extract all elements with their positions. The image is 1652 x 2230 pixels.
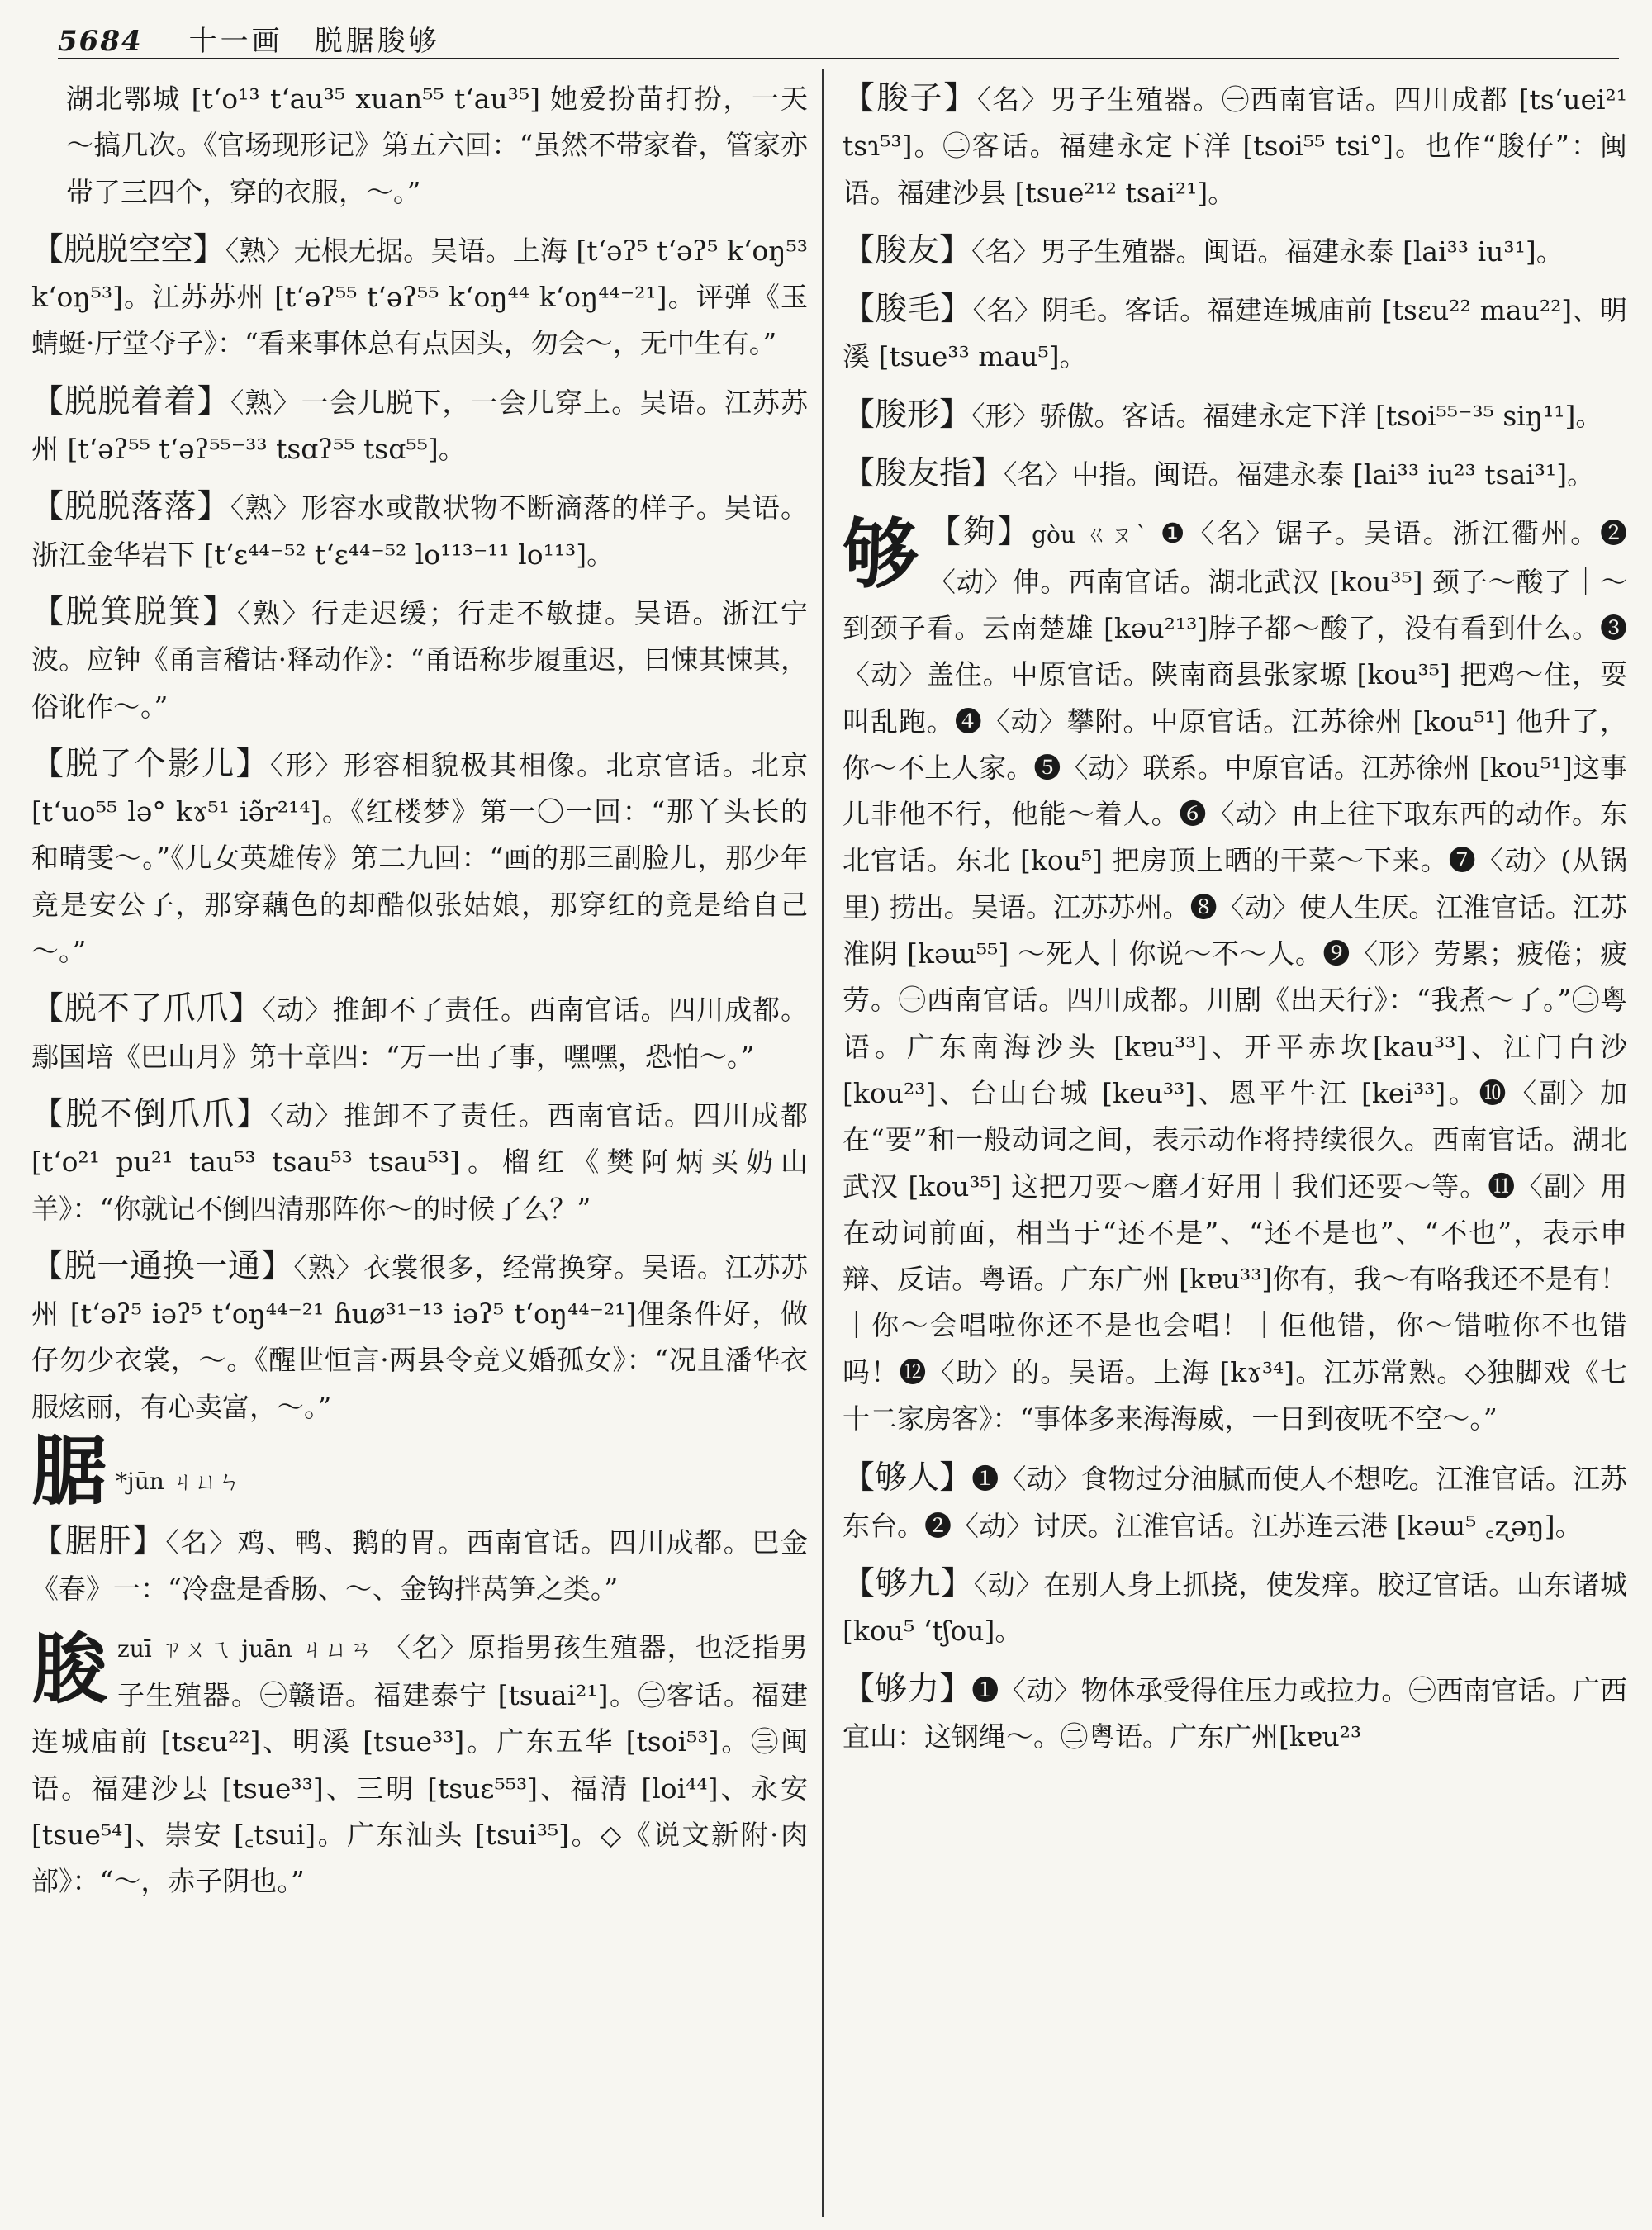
variant-character: 【夠】 [928,514,1032,552]
right-column [843,76,1627,2223]
entry-headword: 【脱箕脱箕】 [31,593,237,631]
page-header [58,18,1619,68]
entry-text: 〈熟〉形容水或散状物不断滴落的样子。吴语。浙江金华岩下 [t‘ɛ⁴⁴⁻⁵² t‘ɛ⁴⁴⁻⁵² lo¹¹³⁻¹¹ lo¹¹³]。 [31,491,808,571]
dictionary-entry [843,287,1627,381]
entry-text: 〈动〉推卸不了责任。西南官话。四川成都。鄢国培《巴山月》第十章四：“万一出了事，嘿嘿，恐怕～。” [31,994,808,1073]
dictionary-entry [31,227,808,368]
running-head: 十一画 脱腒朘够 [188,25,440,58]
entry-headword: 【脱一通换一通】 [31,1247,294,1285]
entry-headword: 【够人】 [843,1459,972,1497]
dictionary-entry [31,590,808,730]
entry-text: 〈形〉形容相貌极其相像。北京官话。北京 [t‘uo⁵⁵ lə° kɤ⁵¹ iə̃r²¹⁴]。《红楼梦》第一〇一回：“那丫头长的和晴雯～。”《儿女英雄传》第二九回：“画的那三副脸儿，那少年竟是安公子，那穿藕色的却酷似张姑娘，那穿红的竟是给自己～。” [31,748,808,968]
entry-headword: 【脱不倒爪爪】 [31,1095,270,1133]
entry-headword: 【脱脱落落】 [31,488,230,526]
entry-text: 〈名〉中指。闽语。福建永泰 [lai³³ iu²³ tsai³¹]。 [1004,458,1595,491]
dictionary-entry [31,986,808,1080]
dictionary-entry [843,451,1627,498]
entry-text: 〈熟〉无根无据。吴语。上海 [t‘əʔ⁵ t‘əʔ⁵ k‘oŋ⁵³ k‘oŋ⁵³]。江苏苏州 [t‘əʔ⁵⁵ t‘əʔ⁵⁵ k‘oŋ⁴⁴ k‘oŋ⁴⁴⁻²¹]。评弹《玉蜻蜓·厅堂夺子》：“看来事体总有点因头，勿会～，无中生有。” [31,234,808,360]
dictionary-entry [843,76,1627,216]
entry-text: 〈熟〉衣裳很多，经常换穿。吴语。江苏苏州 [t‘əʔ⁵ iəʔ⁵ t‘oŋ⁴⁴⁻²¹ ɦuø³¹⁻¹³ iəʔ⁵ t‘oŋ⁴⁴⁻²¹]俚条件好，做仔勿少衣裳，～。《醒世恒言·两县令竞义婚孤女》：“况且潘华衣服炫丽，有心卖富，～。” [31,1250,808,1423]
dictionary-entry [843,1561,1627,1655]
character-pronunciation: gòu ㄍㄡˋ [1032,521,1150,549]
entry-headword: 【脱不了爪爪】 [31,990,263,1028]
entry-text: ❶〈动〉物体承受得住压力或拉力。㊀西南官话。广西宜山：这钢绳～。㊁粤语。广东广州[kɐu²³ [843,1673,1627,1753]
entry-text: 〈熟〉一会儿脱下，一会儿穿上。吴语。江苏苏州 [t‘əʔ⁵⁵ t‘əʔ⁵⁵⁻³³ tsɑʔ⁵⁵ tsɑ⁵⁵]。 [31,386,808,466]
character-entry [31,1625,808,1905]
entry-text: 〈熟〉行走迟缓；行走不敏捷。吴语。浙江宁波。应钟《甬言稽诂·释动作》：“甬语称步履重迟，曰悚其悚其，俗讹作～。” [31,596,808,723]
entry-headword: 【够九】 [843,1564,974,1602]
page-number: 5684 [58,25,143,58]
entry-headword: 【朘形】 [843,396,972,434]
dictionary-entry [31,742,808,975]
character-heading [31,1426,808,1516]
entry-text: 湖北鄂城 [t‘o¹³ t‘au³⁵ xuan⁵⁵ t‘au³⁵] 她爱扮苗打扮，一天～搞几次。《官场现形记》第五六回：“虽然不带家眷，管家亦带了三四个，穿的衣服，～。” [66,83,808,208]
entry-headword: 【朘毛】 [843,291,973,329]
head-character: 朘 [31,1624,108,1714]
header-rule [58,58,1619,59]
entry-headword: 【脱了个影儿】 [31,745,270,783]
entry-text: ❶〈名〉锯子。吴语。浙江衢州。❷〈动〉伸。西南官话。湖北武汉 [kou³⁵] 颈子～酸了｜～到颈子看。云南楚雄 [kəu²¹³]脖子都～酸了，没有看到什么。❸〈动〉盖住。中原官话。陕南商县张家塬 [kou³⁵] 把鸡～住，耍叫乱跑。❹〈动〉攀附。中原官话。江苏徐州 [kou⁵¹] 他升了，你～不上人家。❺〈动〉联系。中原官话。江苏徐州 [kou⁵¹]这事儿非他不行，他能～着人。❻〈动〉由上往下取东西的动作。东北官话。东北 [kou⁵] 把房顶上晒的干菜～下来。❼〈动〉(从锅里) 捞出。吴语。江苏苏州。❽〈动〉使人生厌。江淮官话。江苏淮阴 [kəɯ⁵⁵] ～死人｜你说～不～人。❾〈形〉劳累；疲倦；疲劳。㊀西南官话。四川成都。川剧《出天行》：“我煮～了。”㊁粤语。广东南海沙头 [kɐu³³]、开平赤坎[kau³³]、江门白沙 [kou²³]、台山台城 [keu³³]、恩平牛江 [kei³³]。❿〈副〉加在“要”和一般动词之间，表示动作将持续很久。西南官话。湖北武汉 [kou³⁵] 这把刀要～磨才好用｜我们还要～等。⓫〈副〉用在动词前面，相当于“还不是”、“还不是也”、“不也”，表示申辩、反诘。粤语。广东广州 [kɐu³³]你有，我～有咯我还不是有！｜你～会唱啦你还不是也会唱！｜佢他错，你～错啦你不也错吗！⓬〈助〉的。吴语。上海 [kɤ³⁴]。江苏常熟。◇独脚戏《七十二家房客》：“事体多来海海威，一日到夜呒不空～。” [843,517,1627,1435]
dictionary-entry [843,228,1627,275]
entry-text: 〈名〉鸡、鸭、鹅的胃。西南官话。四川成都。巴金《春》一：“冷盘是香肠、～、金钩拌莴笋之类。” [31,1526,808,1606]
entry-headword: 【够力】 [843,1670,972,1708]
entry-text: 〈形〉骄傲。客话。福建永定下洋 [tsoi⁵⁵⁻³⁵ siŋ¹¹]。 [971,399,1603,432]
dictionary-entry [31,1244,808,1431]
entry-text: 〈名〉男子生殖器。闽语。福建永泰 [lai³³ iu³¹]。 [971,235,1564,268]
entry-text: 〈名〉男子生殖器。㊀西南官话。四川成都 [ts‘uei²¹ tsɿ⁵³]。㊁客话。福建永定下洋 [tsoi⁵⁵ tsi°]。也作“朘仔”：闽语。福建沙县 [tsue²¹² tsai²¹]。 [843,83,1627,209]
column-divider [822,69,824,2217]
entry-text: ❶〈动〉食物过分油腻而使人不想吃。江淮官话。江苏东台。❷〈动〉讨厌。江淮官话。江苏连云港 [kəɯ⁵ ꜀ʐəŋ]。 [843,1463,1627,1542]
left-column [31,76,808,2223]
entry-headword: 【朘友指】 [843,455,1004,493]
dictionary-entry [31,484,808,578]
dictionary-entry [31,379,808,473]
entry-text: 〈动〉在别人身上抓挠，使发痒。胶辽官话。山东诸城 [kou⁵ ‘tʃou]。 [843,1568,1627,1648]
dictionary-entry [843,1667,1627,1761]
character-pronunciation: zuī ㄗㄨㄟ juān ㄐㄩㄢ [117,1635,374,1663]
dictionary-entry [31,1519,808,1613]
entry-headword: 【脱脱空空】 [31,230,225,268]
entry-headword: 【腒肝】 [31,1523,166,1561]
dictionary-entry [843,392,1627,439]
head-character: 够 [843,510,919,600]
head-character: 腒 [31,1426,108,1516]
entry-text: 〈名〉阴毛。客话。福建连城庙前 [tsɛu²² mau²²]、明溪 [tsue³³ mau⁵]。 [843,294,1627,373]
entry-headword: 【脱脱着着】 [31,382,230,420]
entry-text: 〈名〉原指男孩生殖器，也泛指男子生殖器。㊀赣语。福建泰宁 [tsuai²¹]。㊁客话。福建连城庙前 [tsɛu²²]、明溪 [tsue³³]。广东五华 [tsoi⁵³]。㊂闽语。福建沙县 [tsue³³]、三明 [tsuɛ⁵⁵³]、福清 [loi⁴⁴]、永安 [tsue⁵⁴]、崇安 [꜀tsui]。广东汕头 [tsui³⁵]。◇《说文新附·肉部》：“～，赤子阴也。” [31,1630,808,1898]
entry-text: 〈动〉推卸不了责任。西南官话。四川成都 [t‘o²¹ pu²¹ tau⁵³ tsau⁵³ tsau⁵³]。榴红《樊阿炳买奶山羊》：“你就记不倒四清那阵你～的时候了么？” [31,1098,808,1225]
dictionary-entry [843,1455,1627,1549]
entry-headword: 【朘友】 [843,231,972,269]
character-pronunciation: *jūn ㄐㄩㄣ [116,1468,241,1496]
dictionary-entry [31,1092,808,1232]
entry-headword: 【朘子】 [843,80,977,117]
entry-continuation [31,76,808,216]
character-entry [843,510,1627,1442]
